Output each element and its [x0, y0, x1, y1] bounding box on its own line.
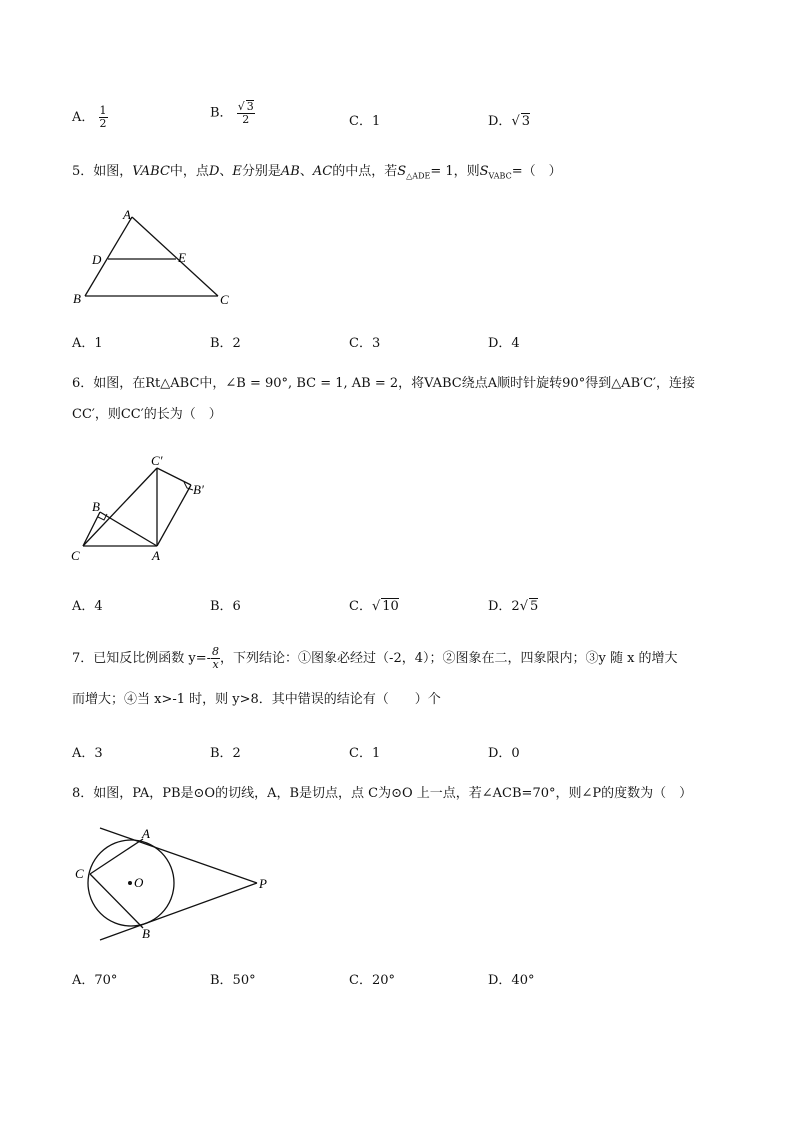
- label-p: P: [259, 876, 267, 891]
- q4-option-d-label: D．: [488, 114, 512, 129]
- sqrt-radicand: 3: [246, 100, 254, 113]
- q6-line-2: CC′，则CC′的长为（ ）: [72, 407, 222, 422]
- q5-text: [72, 162, 562, 187]
- q6-option-c: C．√ 10: [349, 599, 399, 614]
- label-d: D: [92, 252, 102, 267]
- q5-number: 5．如图，: [72, 164, 133, 179]
- q5-separator: 、: [219, 164, 233, 179]
- q5-option-b: B．2: [210, 336, 241, 351]
- q4-option-b-label: B．: [210, 105, 233, 121]
- label-a: A: [123, 207, 131, 222]
- q5-segment-ac: AC: [312, 164, 333, 179]
- q5-text-1: 中，点: [169, 164, 209, 179]
- label-c: C: [75, 866, 84, 881]
- q4-option-b-fraction: [237, 100, 255, 126]
- q8-option-c: C．20°: [349, 973, 395, 988]
- q7-line-2: 而增大；④当 x>-1 时，则 y>8．其中错误的结论有（ ）个: [72, 692, 441, 707]
- q5-area-2: S: [479, 164, 489, 179]
- q5-text-5: = 1，则: [430, 164, 480, 179]
- fraction-denominator: 2: [99, 117, 107, 130]
- q5-segment-ab: AB: [280, 164, 300, 179]
- label-a: A: [152, 548, 160, 563]
- q6-option-a: A．4: [72, 599, 103, 614]
- sqrt-radicand: 10: [382, 599, 399, 614]
- label-c: C: [220, 292, 229, 307]
- q8-text: 8．如图，PA，PB是⊙O的切线，A，B是切点，点 C为⊙O 上一点，若∠ACB=70°，则∠P的度数为（ ）: [72, 786, 693, 801]
- q4-option-b: [210, 100, 255, 126]
- fraction-numerator: 1: [99, 104, 107, 117]
- q5-triangle: VABC: [132, 164, 170, 179]
- q5-text-4: 的中点，若: [332, 164, 398, 179]
- q5-triangle-figure: [68, 205, 238, 310]
- fraction-denominator: 2: [242, 113, 250, 126]
- q4-option-a: [72, 105, 108, 130]
- q7-option-a: A．3: [72, 746, 103, 761]
- q5-option-d: D．4: [488, 336, 520, 351]
- q8-option-d: D．40°: [488, 973, 535, 988]
- q5-text-6: =（ ）: [511, 164, 562, 179]
- q7-line-1: [72, 646, 678, 671]
- q5-area-2-sub: VABC: [488, 171, 512, 181]
- q6-option-b: B．6: [210, 599, 241, 614]
- q5-area-1-sub: △ADE: [406, 171, 431, 181]
- q5-point-e: E: [232, 164, 242, 179]
- q5-text-3: 、: [299, 164, 313, 179]
- fraction-denominator: x: [212, 658, 219, 671]
- q5-area-1: S: [397, 164, 407, 179]
- q5-option-a: A．1: [72, 336, 103, 351]
- fraction-numerator: √ 3: [237, 100, 254, 113]
- q7-suffix: ，下列结论：①图象必经过（-2，4）；②图象在二，四象限内；③y 随 x 的增大: [220, 651, 678, 666]
- q6-option-d-label: D．2: [488, 599, 520, 614]
- q8-option-b: B．50°: [210, 973, 256, 988]
- q6-rotation-figure: [65, 448, 225, 570]
- q7-fraction: [211, 646, 220, 671]
- label-b: B: [92, 499, 100, 514]
- q7-prefix: 7．已知反比例函数 y=-: [72, 651, 212, 666]
- q7-option-d: D．0: [488, 746, 520, 761]
- label-b: B: [73, 291, 81, 306]
- label-a: A: [142, 826, 150, 841]
- sqrt-radicand: 3: [521, 114, 531, 129]
- q7-option-c: C．1: [349, 746, 381, 761]
- q6-option-c-label: C．: [349, 599, 372, 614]
- label-c: C: [71, 548, 80, 563]
- sqrt-radicand: 5: [530, 599, 539, 614]
- label-o: O: [134, 875, 144, 890]
- label-c-prime: C′: [151, 453, 163, 468]
- q6-line-1: 6．如图，在Rt△ABC中，∠B = 90°, BC = 1, AB = 2，将VABC绕点A顺时针旋转90°得到△AB′C′，连接: [72, 376, 695, 391]
- label-b: B: [142, 926, 150, 941]
- q5-text-2: 分别是: [241, 164, 281, 179]
- q7-option-b: B．2: [210, 746, 241, 761]
- q6-option-d: D．2√ 5: [488, 599, 539, 614]
- q4-option-d: D．√ 3: [488, 114, 531, 129]
- label-e: E: [178, 250, 186, 265]
- fraction-numerator: 8: [212, 645, 220, 658]
- q4-option-a-label: A．: [72, 110, 95, 125]
- label-b-prime: B′: [193, 482, 204, 497]
- q5-point-d: D: [208, 164, 220, 179]
- q4-option-c: C．1: [349, 114, 381, 129]
- q4-option-a-fraction: [99, 105, 108, 130]
- q5-option-c: C．3: [349, 336, 381, 351]
- q8-option-a: A．70°: [72, 973, 118, 988]
- q8-circle-figure: [70, 820, 280, 945]
